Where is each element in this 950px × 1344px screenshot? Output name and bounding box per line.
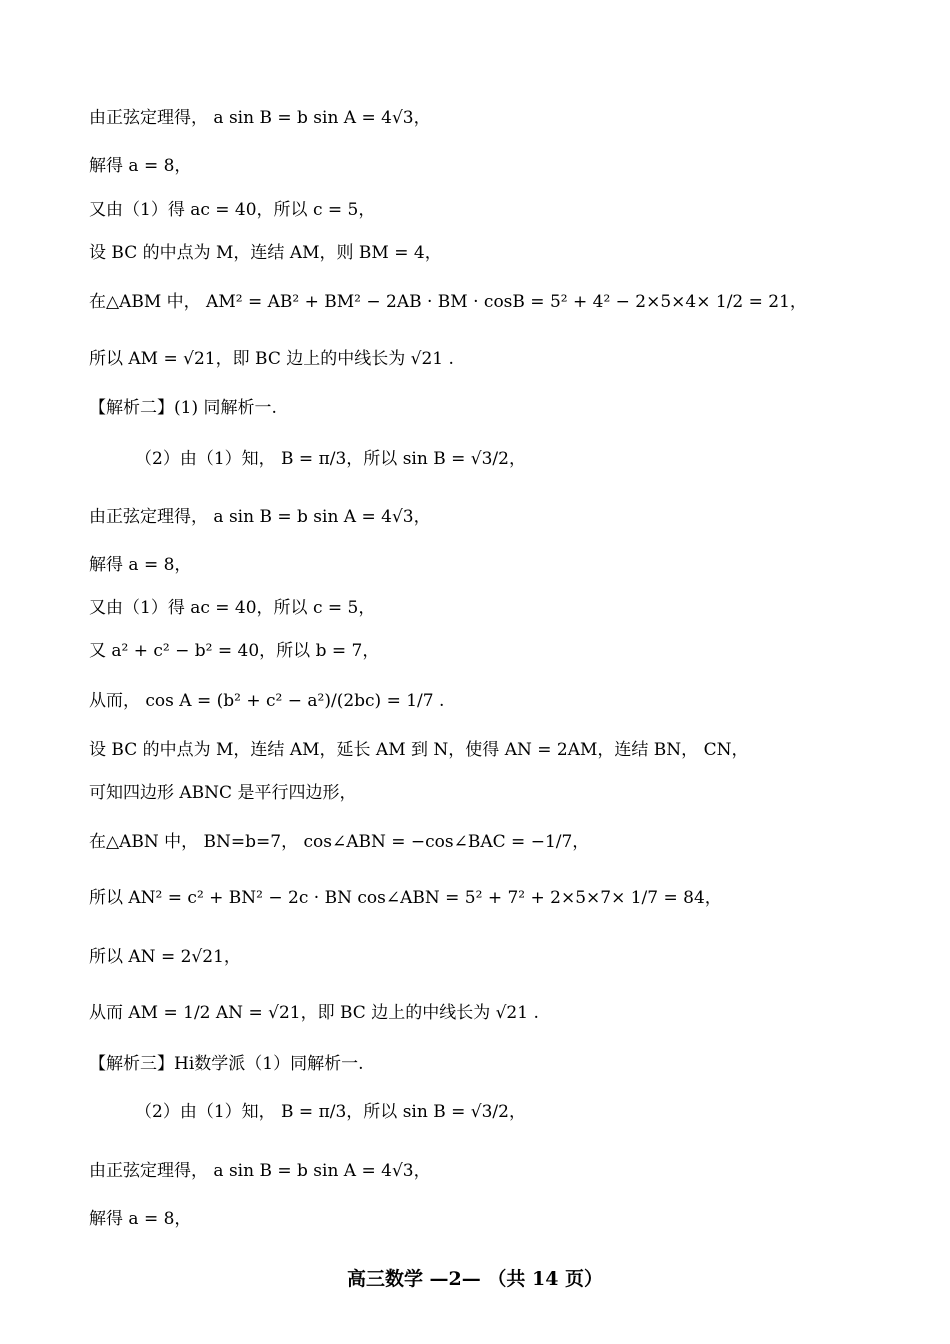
text-line: 设 BC 的中点为 M，连结 AM，延长 AM 到 N，使得 AN = 2AM，连结 BN， CN， bbox=[89, 740, 749, 760]
text-line: 又由（1）得 ac = 40，所以 c = 5， bbox=[89, 598, 376, 618]
text-line: 在△ABM 中， AM² = AB² + BM² − 2AB · BM · cosB = 5² + 4² − 2×5×4× 1/2 = 21， bbox=[89, 292, 807, 312]
text-line: 【解析三】Hi数学派（1）同解析一. bbox=[89, 1054, 364, 1074]
text-line: 从而， cos A = (b² + c² − a²)/(2bc) = 1/7 . bbox=[89, 691, 445, 711]
text-line: 由正弦定理得， a sin B = b sin A = 4√3， bbox=[89, 507, 431, 527]
text-line: 由正弦定理得， a sin B = b sin A = 4√3， bbox=[89, 1161, 431, 1181]
text-line: 所以 AN = 2√21， bbox=[89, 947, 241, 967]
text-line: 解得 a = 8， bbox=[89, 156, 192, 176]
text-line: 又 a² + c² − b² = 40，所以 b = 7， bbox=[89, 641, 380, 661]
text-line: （2）由（1）知， B = π/3，所以 sin B = √3/2， bbox=[135, 449, 526, 469]
text-line: 【解析二】(1) 同解析一. bbox=[89, 398, 277, 418]
text-line: 设 BC 的中点为 M，连结 AM，则 BM = 4， bbox=[89, 243, 442, 263]
text-line: （2）由（1）知， B = π/3，所以 sin B = √3/2， bbox=[135, 1102, 526, 1122]
text-line: 又由（1）得 ac = 40，所以 c = 5， bbox=[89, 200, 376, 220]
text-line: 解得 a = 8， bbox=[89, 555, 192, 575]
text-line: 解得 a = 8， bbox=[89, 1209, 192, 1229]
text-line: 由正弦定理得， a sin B = b sin A = 4√3， bbox=[89, 108, 431, 128]
page-footer: 高三数学 —2— （共 14 页） bbox=[346, 1268, 604, 1290]
text-line: 所以 AM = √21，即 BC 边上的中线长为 √21 . bbox=[89, 349, 454, 369]
text-line: 可知四边形 ABNC 是平行四边形， bbox=[89, 783, 357, 803]
text-line: 在△ABN 中， BN=b=7， cos∠ABN = −cos∠BAC = −1/7， bbox=[89, 832, 590, 852]
text-line: 从而 AM = 1/2 AN = √21，即 BC 边上的中线长为 √21 . bbox=[89, 1003, 539, 1023]
text-line: 所以 AN² = c² + BN² − 2c · BN cos∠ABN = 5² + 7² + 2×5×7× 1/7 = 84， bbox=[89, 888, 722, 908]
